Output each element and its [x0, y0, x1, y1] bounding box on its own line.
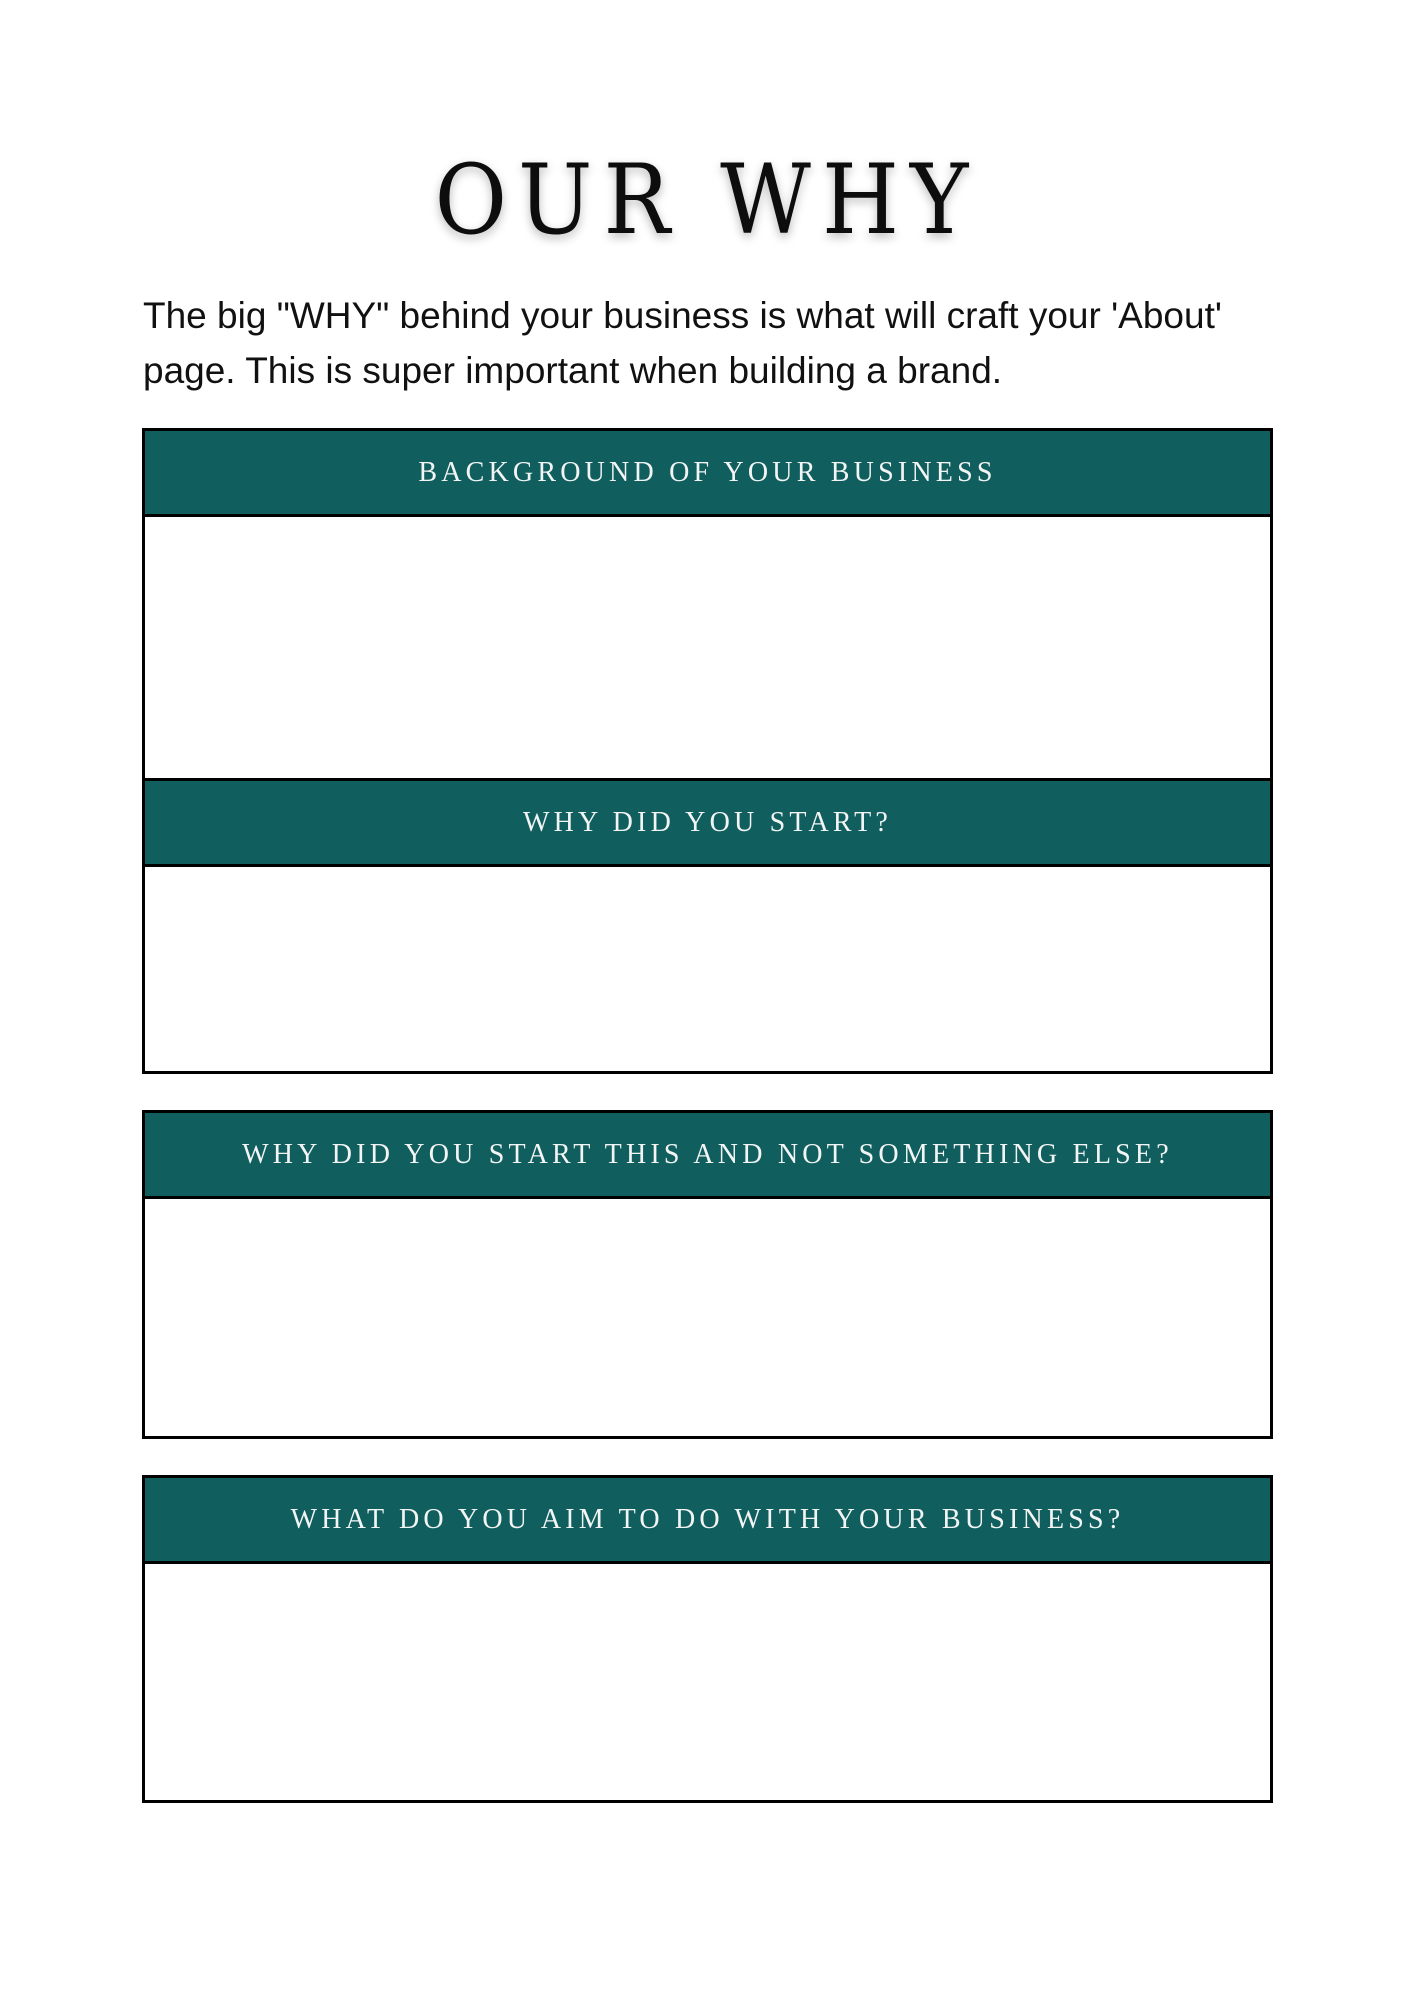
section-label: WHY DID YOU START?: [523, 806, 892, 838]
section-label: WHY DID YOU START THIS AND NOT SOMETHING ELSE?: [242, 1138, 1173, 1170]
answer-area-aim[interactable]: [145, 1564, 1270, 1800]
section-header: [145, 1478, 1270, 1564]
section-header: [145, 431, 1270, 517]
section-background: [142, 428, 1273, 803]
answer-area-why-this[interactable]: [145, 1199, 1270, 1436]
intro-paragraph: The big "WHY" behind your business is what will craft your 'About' page. This is super important when building a brand.: [143, 295, 1222, 391]
answer-area-background[interactable]: [145, 517, 1270, 739]
section-header: [145, 781, 1270, 867]
section-label: BACKGROUND OF YOUR BUSINESS: [418, 456, 997, 488]
section-header: [145, 1113, 1270, 1199]
section-why-this: [142, 1110, 1273, 1439]
section-label: WHAT DO YOU AIM TO DO WITH YOUR BUSINESS?: [290, 1503, 1125, 1535]
section-aim: [142, 1475, 1273, 1803]
answer-area-why-start[interactable]: [145, 867, 1270, 1071]
page-title: OUR WHY: [434, 144, 980, 256]
section-why-start: [142, 778, 1273, 1074]
